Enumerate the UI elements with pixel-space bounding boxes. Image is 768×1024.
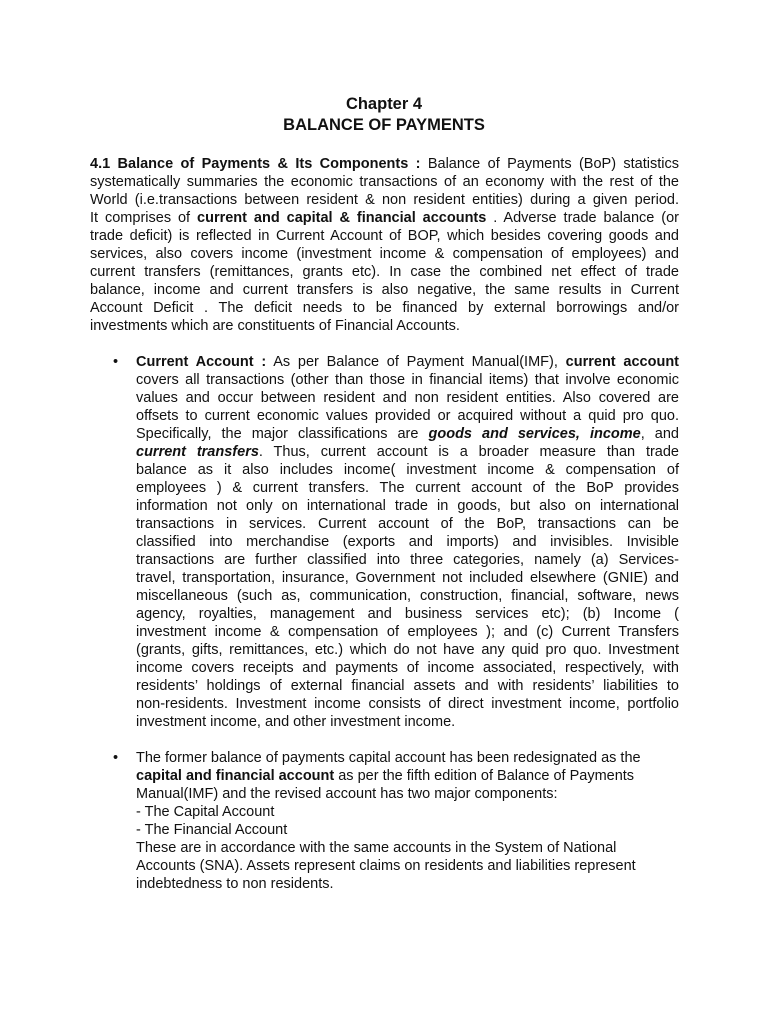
- paragraph-line: income covers receipts and payments of income associated, respectively, with: [136, 660, 679, 676]
- paragraph-line: transactions in services. Current account of the BoP, transactions can be: [136, 516, 679, 532]
- paragraph-line: capital and financial account as per the fifth edition of Balance of Payments: [136, 768, 635, 784]
- emphasis: current and capital & financial accounts: [197, 210, 487, 226]
- paragraph-line: Account Deficit . The deficit needs to be financed by external borrowings and/or: [90, 300, 679, 316]
- emphasis: Current Account :: [136, 354, 267, 370]
- paragraph-line: World (i.e.transactions between resident & non resident entities) during a given period.: [90, 192, 679, 208]
- paragraph-line: information not only on international trade in goods, but also on international: [136, 498, 679, 514]
- emphasis: current transfers: [136, 444, 259, 460]
- paragraph-line: non-residents. Investment income consists of direct investment income, portfolio: [136, 696, 679, 712]
- chapter-number: Chapter 4: [345, 95, 423, 113]
- paragraph-line: transactions are further classified into three categories, namely (a) Services-: [136, 552, 679, 568]
- paragraph-line: investments which are constituents of Financial Accounts.: [90, 318, 460, 334]
- bullet-icon: •: [113, 750, 119, 766]
- section-heading: 4.1 Balance of Payments & Its Components :: [90, 156, 421, 172]
- paragraph-line: classified into merchandise (exports and imports) and invisibles. Invisible: [136, 534, 679, 550]
- paragraph-line: investment income & compensation of employees ); and (c) Current Transfers: [136, 624, 679, 640]
- bullet-icon: •: [113, 354, 119, 370]
- paragraph-line: indebtedness to non residents.: [136, 876, 334, 892]
- paragraph-line: (grants, gifts, remittances, etc.) which do not have any quid pro quo. Investment: [136, 642, 679, 658]
- paragraph-line: These are in accordance with the same accounts in the System of National: [136, 840, 617, 856]
- paragraph-line: values and occur between resident and non resident entities. Also covered are: [136, 390, 679, 406]
- paragraph-line: Accounts (SNA). Assets represent claims on residents and liabilities represent: [136, 858, 636, 874]
- paragraph-line: Manual(IMF) and the revised account has two major components:: [136, 786, 558, 802]
- paragraph-line: current transfers. Thus, current account is a broader measure than trade: [136, 444, 679, 460]
- paragraph-line: balance, income and current transfers is also negative, the same results in Current: [90, 282, 679, 298]
- paragraph-line: covers all transactions (other than those in financial items) that involve economic: [136, 372, 679, 388]
- paragraph-line: - The Capital Account: [136, 804, 275, 820]
- paragraph-line: It comprises of current and capital & financial accounts . Adverse trade balance (or: [90, 210, 679, 226]
- paragraph-line: Specifically, the major classifications are goods and services, income, and: [136, 426, 679, 442]
- paragraph-line: investment income, and other investment income.: [136, 714, 456, 730]
- paragraph-line: travel, transportation, insurance, Government not included elsewhere (GNIE) and: [136, 570, 679, 586]
- emphasis: current account: [565, 354, 679, 370]
- paragraph-line: agency, royalties, management and business services etc); (b) Income (: [136, 606, 679, 622]
- emphasis: capital and financial account: [136, 768, 335, 784]
- chapter-title: BALANCE OF PAYMENTS: [283, 116, 485, 134]
- paragraph-line: offsets to current economic values provided or acquired without a quid pro quo.: [136, 408, 679, 424]
- paragraph-line: - The Financial Account: [136, 822, 288, 838]
- paragraph-line: miscellaneous (such as, communication, construction, financial, software, news: [136, 588, 679, 604]
- paragraph-line: systematically summaries the economic transactions of an economy with the rest of the: [90, 174, 679, 190]
- emphasis: goods and services, income: [428, 426, 641, 442]
- paragraph-line: balance as it also includes income( investment income & compensation of: [136, 462, 679, 478]
- paragraph-line: employees ) & current transfers. The current account of the BoP provides: [136, 480, 679, 496]
- paragraph-line: services, also covers income (investment income & compensation of employees) and: [90, 246, 679, 262]
- paragraph-line: current transfers (remittances, grants etc). In case the combined net effect of trade: [90, 264, 679, 280]
- paragraph-line: trade deficit) is reflected in Current Account of BOP, which besides covering goods and: [90, 228, 679, 244]
- paragraph-line: The former balance of payments capital account has been redesignated as the: [136, 750, 641, 766]
- paragraph-line: residents’ holdings of external financial assets and with residents’ liabilities to: [136, 678, 679, 694]
- paragraph-line: 4.1 Balance of Payments & Its Components : Balance of Payments (BoP) statistics: [90, 156, 679, 172]
- paragraph-line: Current Account : As per Balance of Payment Manual(IMF), current account: [136, 354, 679, 370]
